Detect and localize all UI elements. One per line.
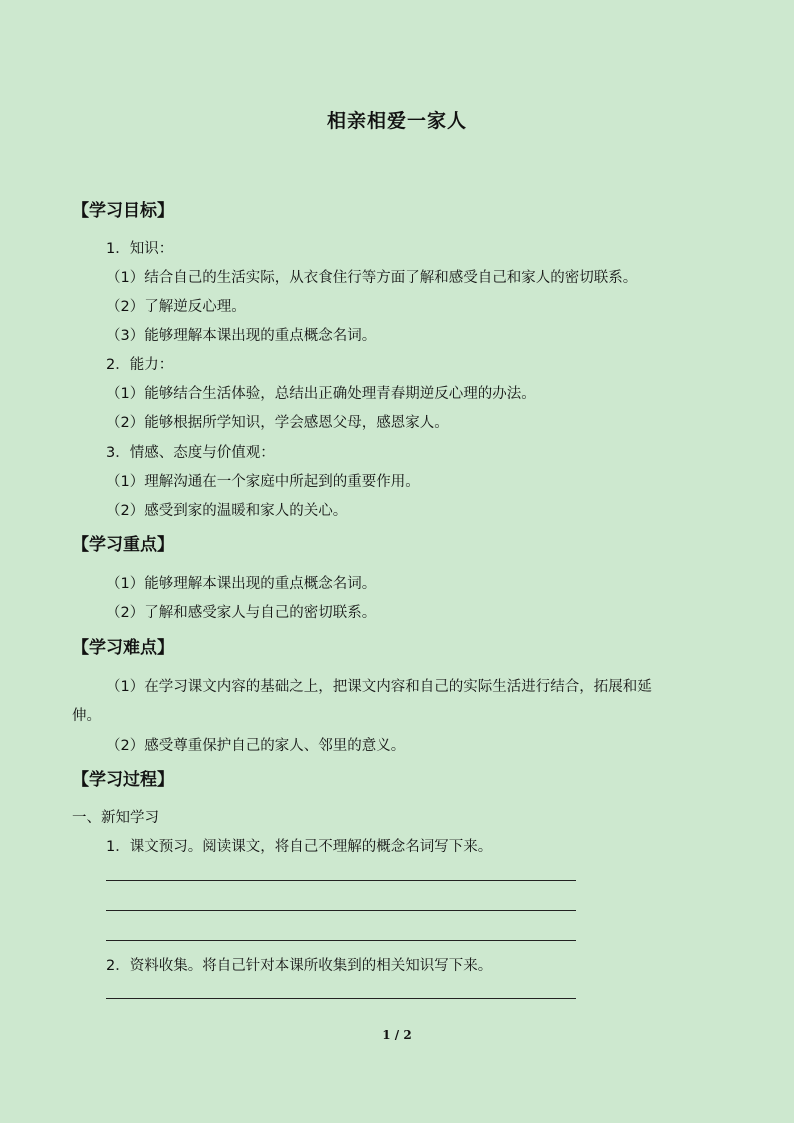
difficulty-line: （1）在学习课文内容的基础之上，把课文内容和自己的实际生活进行结合，拓展和延 <box>106 679 652 695</box>
section-heading-focus: 【学习重点】 <box>72 535 174 555</box>
focus-line: （1）能够理解本课出现的重点概念名词。 <box>106 576 377 592</box>
process-item: 1．课文预习。阅读课文，将自己不理解的概念名词写下来。 <box>106 839 493 855</box>
goals-line: （3）能够理解本课出现的重点概念名词。 <box>106 328 377 344</box>
section-heading-process: 【学习过程】 <box>72 770 174 790</box>
goals-line: 1．知识： <box>106 241 174 257</box>
answer-line[interactable] <box>106 940 576 941</box>
answer-line[interactable] <box>106 880 576 881</box>
page-title: 相亲相爱一家人 <box>326 110 467 132</box>
goals-line: （2）能够根据所学知识，学会感恩父母，感恩家人。 <box>106 415 449 431</box>
goals-line: （1）结合自己的生活实际，从衣食住行等方面了解和感受自己和家人的密切联系。 <box>106 270 638 286</box>
goals-line: 2．能力： <box>106 357 174 373</box>
focus-line: （2）了解和感受家人与自己的密切联系。 <box>106 605 377 621</box>
answer-line[interactable] <box>106 998 576 999</box>
goals-line: （1）理解沟通在一个家庭中所起到的重要作用。 <box>106 474 420 490</box>
goals-line: （2）了解逆反心理。 <box>106 299 246 315</box>
section-heading-goals: 【学习目标】 <box>72 201 174 221</box>
answer-line[interactable] <box>106 910 576 911</box>
process-subheading: 一、新知学习 <box>72 810 159 826</box>
page-number: 1 / 2 <box>382 1028 412 1042</box>
goals-line: （2）感受到家的温暖和家人的关心。 <box>106 503 348 519</box>
difficulty-line: 伸。 <box>72 708 101 724</box>
goals-line: （1）能够结合生活体验，总结出正确处理青春期逆反心理的办法。 <box>106 386 536 402</box>
goals-line: 3．情感、态度与价值观： <box>106 445 275 461</box>
process-item: 2．资料收集。将自己针对本课所收集到的相关知识写下来。 <box>106 958 493 974</box>
difficulty-line: （2）感受尊重保护自己的家人、邻里的意义。 <box>106 738 406 754</box>
section-heading-difficulty: 【学习难点】 <box>72 638 174 658</box>
